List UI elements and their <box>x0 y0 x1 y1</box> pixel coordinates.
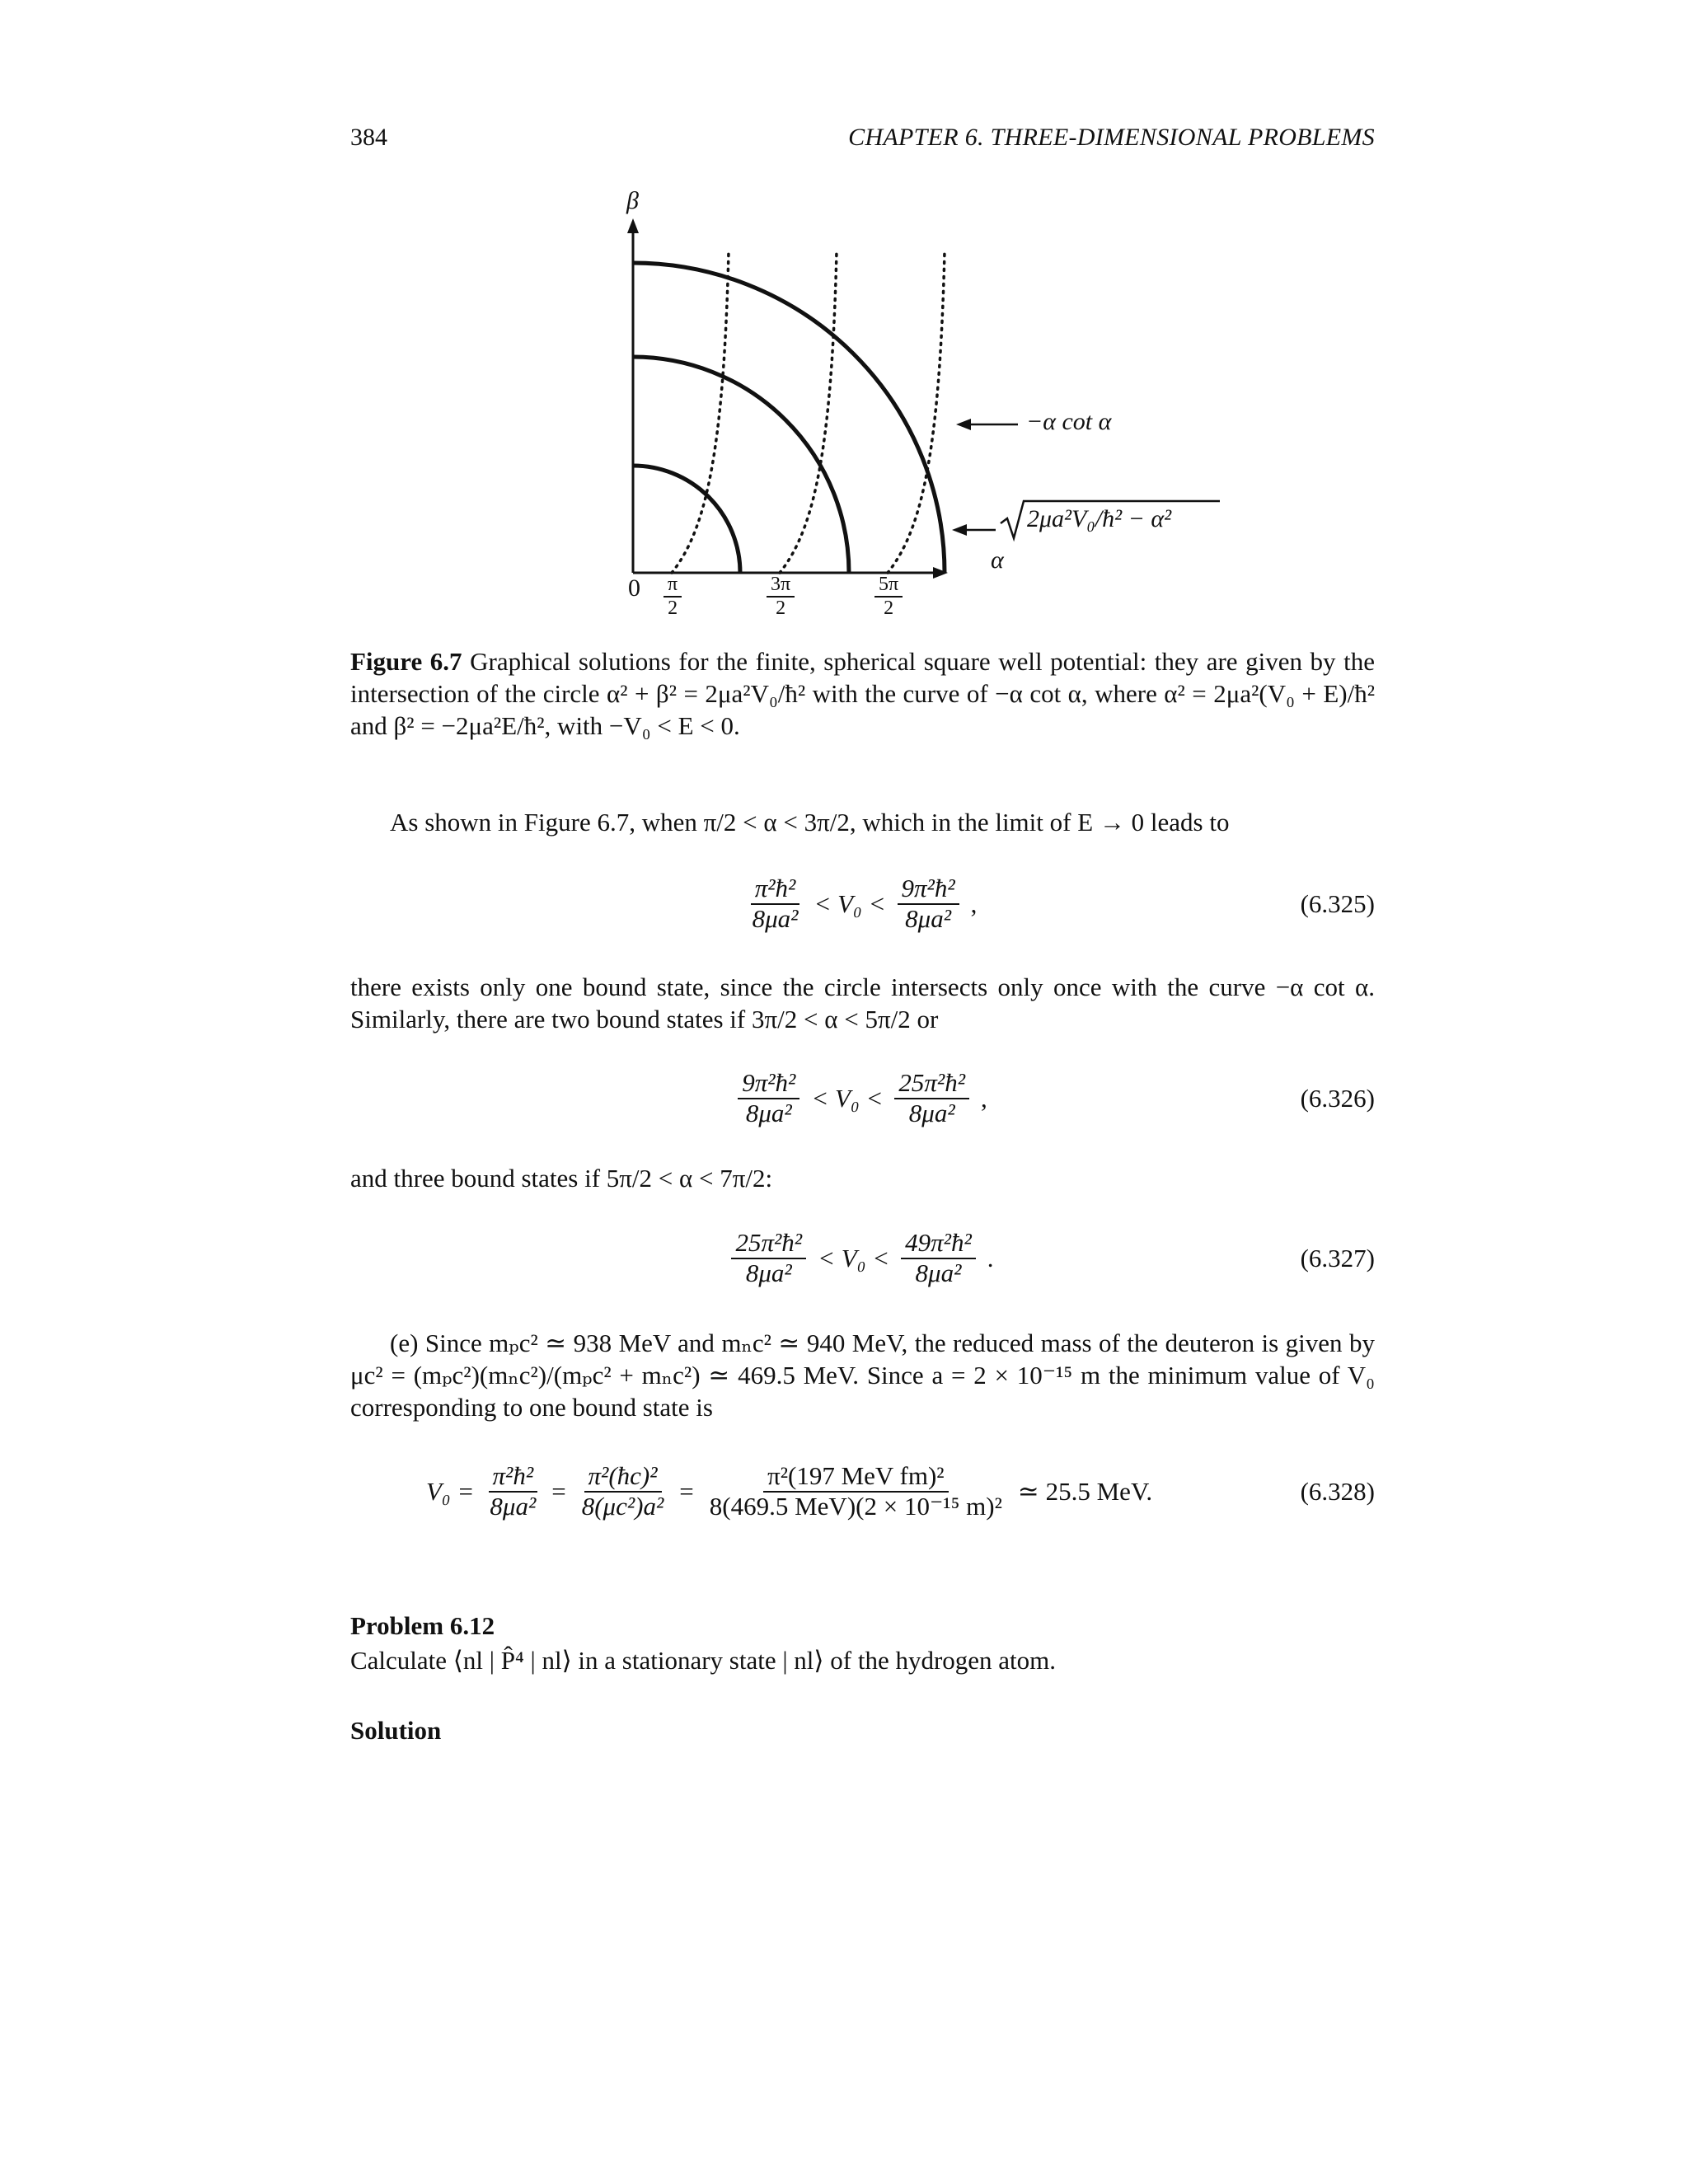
cot-branch-2 <box>780 251 837 573</box>
equation-6-326: $\frac{\text{9π²ħ²}}{\text{8μa²}}$ < V₀ < $\frac{\text{25π²ħ²}}{\text{8μa²}}$ , (6.326) <box>350 1062 1375 1136</box>
paragraph-2: there exists only one bound state, since the circle intersects only once with the curve −α cot α. Similarly, there are two bound states if 3π/2 < α < 5π/2 or <box>350 972 1375 1033</box>
paragraph-3: and three bound states if 5π/2 < α < 7π/2: <box>350 1164 773 1193</box>
page-header <box>350 124 1375 165</box>
circle-medium <box>633 357 849 573</box>
circle-label: 2μa²V₀/ħ² − α² <box>1027 505 1172 532</box>
equation-6-327: $\frac{\text{25π²ħ²}}{\text{8μa²}}$ < V₀ < $\frac{\text{49π²ħ²}}{\text{8μa²}}$ . (6.327) <box>350 1221 1375 1296</box>
circle-large <box>633 263 945 573</box>
circle-pointer-head <box>952 524 967 536</box>
solution-heading: Solution <box>350 1716 442 1745</box>
equation-6-325: $\frac{\text{π²ħ²}}{\text{8μa²}}$ < V₀ < $\frac{\text{9π²ħ²}}{\text{8μa²}}$ , (6.325) <box>752 874 1375 933</box>
figure-plot <box>593 185 1253 630</box>
origin-label: 0 <box>628 574 640 602</box>
equation-number-6-326: (6.326) <box>1300 1084 1375 1113</box>
tick-pi-over-2: $\frac{\pi}{2}$ <box>663 574 682 619</box>
curve-pointer-head <box>956 419 971 430</box>
y-axis-label: β <box>626 187 639 214</box>
equation-number-6-327: (6.327) <box>1300 1244 1375 1272</box>
tick-3pi-over-2: $\frac{3\pi}{2}$ <box>767 574 795 619</box>
equation-number-6-325: (6.325) <box>1300 889 1375 918</box>
cot-branch-1 <box>672 251 729 573</box>
running-head: CHAPTER 6. THREE-DIMENSIONAL PROBLEMS <box>848 124 1375 151</box>
cot-branch-3 <box>888 251 945 573</box>
paragraph-1: As shown in Figure 6.7, when π/2 < α < 3π/2, which in the limit of E → 0 leads to <box>390 808 1230 837</box>
figure-6-7 <box>593 185 1253 630</box>
x-axis-label: α <box>991 546 1004 574</box>
curve-label: −α cot α <box>1026 408 1112 435</box>
problem-text: Calculate ⟨nl | P̂⁴ | nl⟩ in a stationary state | nl⟩ of the hydrogen atom. <box>350 1646 1057 1675</box>
caption-text: Graphical solutions for the finite, spherical square well potential: they are given by the intersection of the circle α² + β² = 2μa²V₀/ħ² with the curve of −α cot α, where α² = 2μa²(V₀ + E)/ħ² and β² = −2μa²E/ħ², with −V₀ < E < 0. <box>350 647 1375 740</box>
problem-title: Problem 6.12 <box>350 1611 495 1640</box>
page-number: 384 <box>350 124 387 151</box>
paragraph-4: (e) Since mₚc² ≃ 938 MeV and mₙc² ≃ 940 MeV, the reduced mass of the deuteron is given by μc² = (mₚc²)(mₙc²)/(mₚc² + mₙc²) ≃ 469.5 MeV. Since a = 2 × 10⁻¹⁵ m the minimum value of V₀ corresponding to one bound state is <box>350 1329 1375 1422</box>
tick-5pi-over-2: $\frac{5\pi}{2}$ <box>874 574 903 619</box>
circle-small <box>633 466 740 573</box>
equation-6-328: V₀ = $\frac{\text{π²ħ²}}{\text{8μa²}}$ = $\frac{\text{π²(ħc)²}}{\text{8(μc²)a²}}$ = $\frac{\text{π²(197 MeV fm)²}}{\text{8(469.5 MeV)(2 × 10⁻¹⁵ m)²}}$ ≃ 25.5 MeV. (6.328) <box>426 1461 1375 1521</box>
equation-number-6-328: (6.328) <box>1300 1477 1375 1506</box>
y-axis-arrow <box>627 218 639 233</box>
figure-caption <box>350 645 1375 742</box>
caption-label: Figure 6.7 <box>350 647 462 676</box>
